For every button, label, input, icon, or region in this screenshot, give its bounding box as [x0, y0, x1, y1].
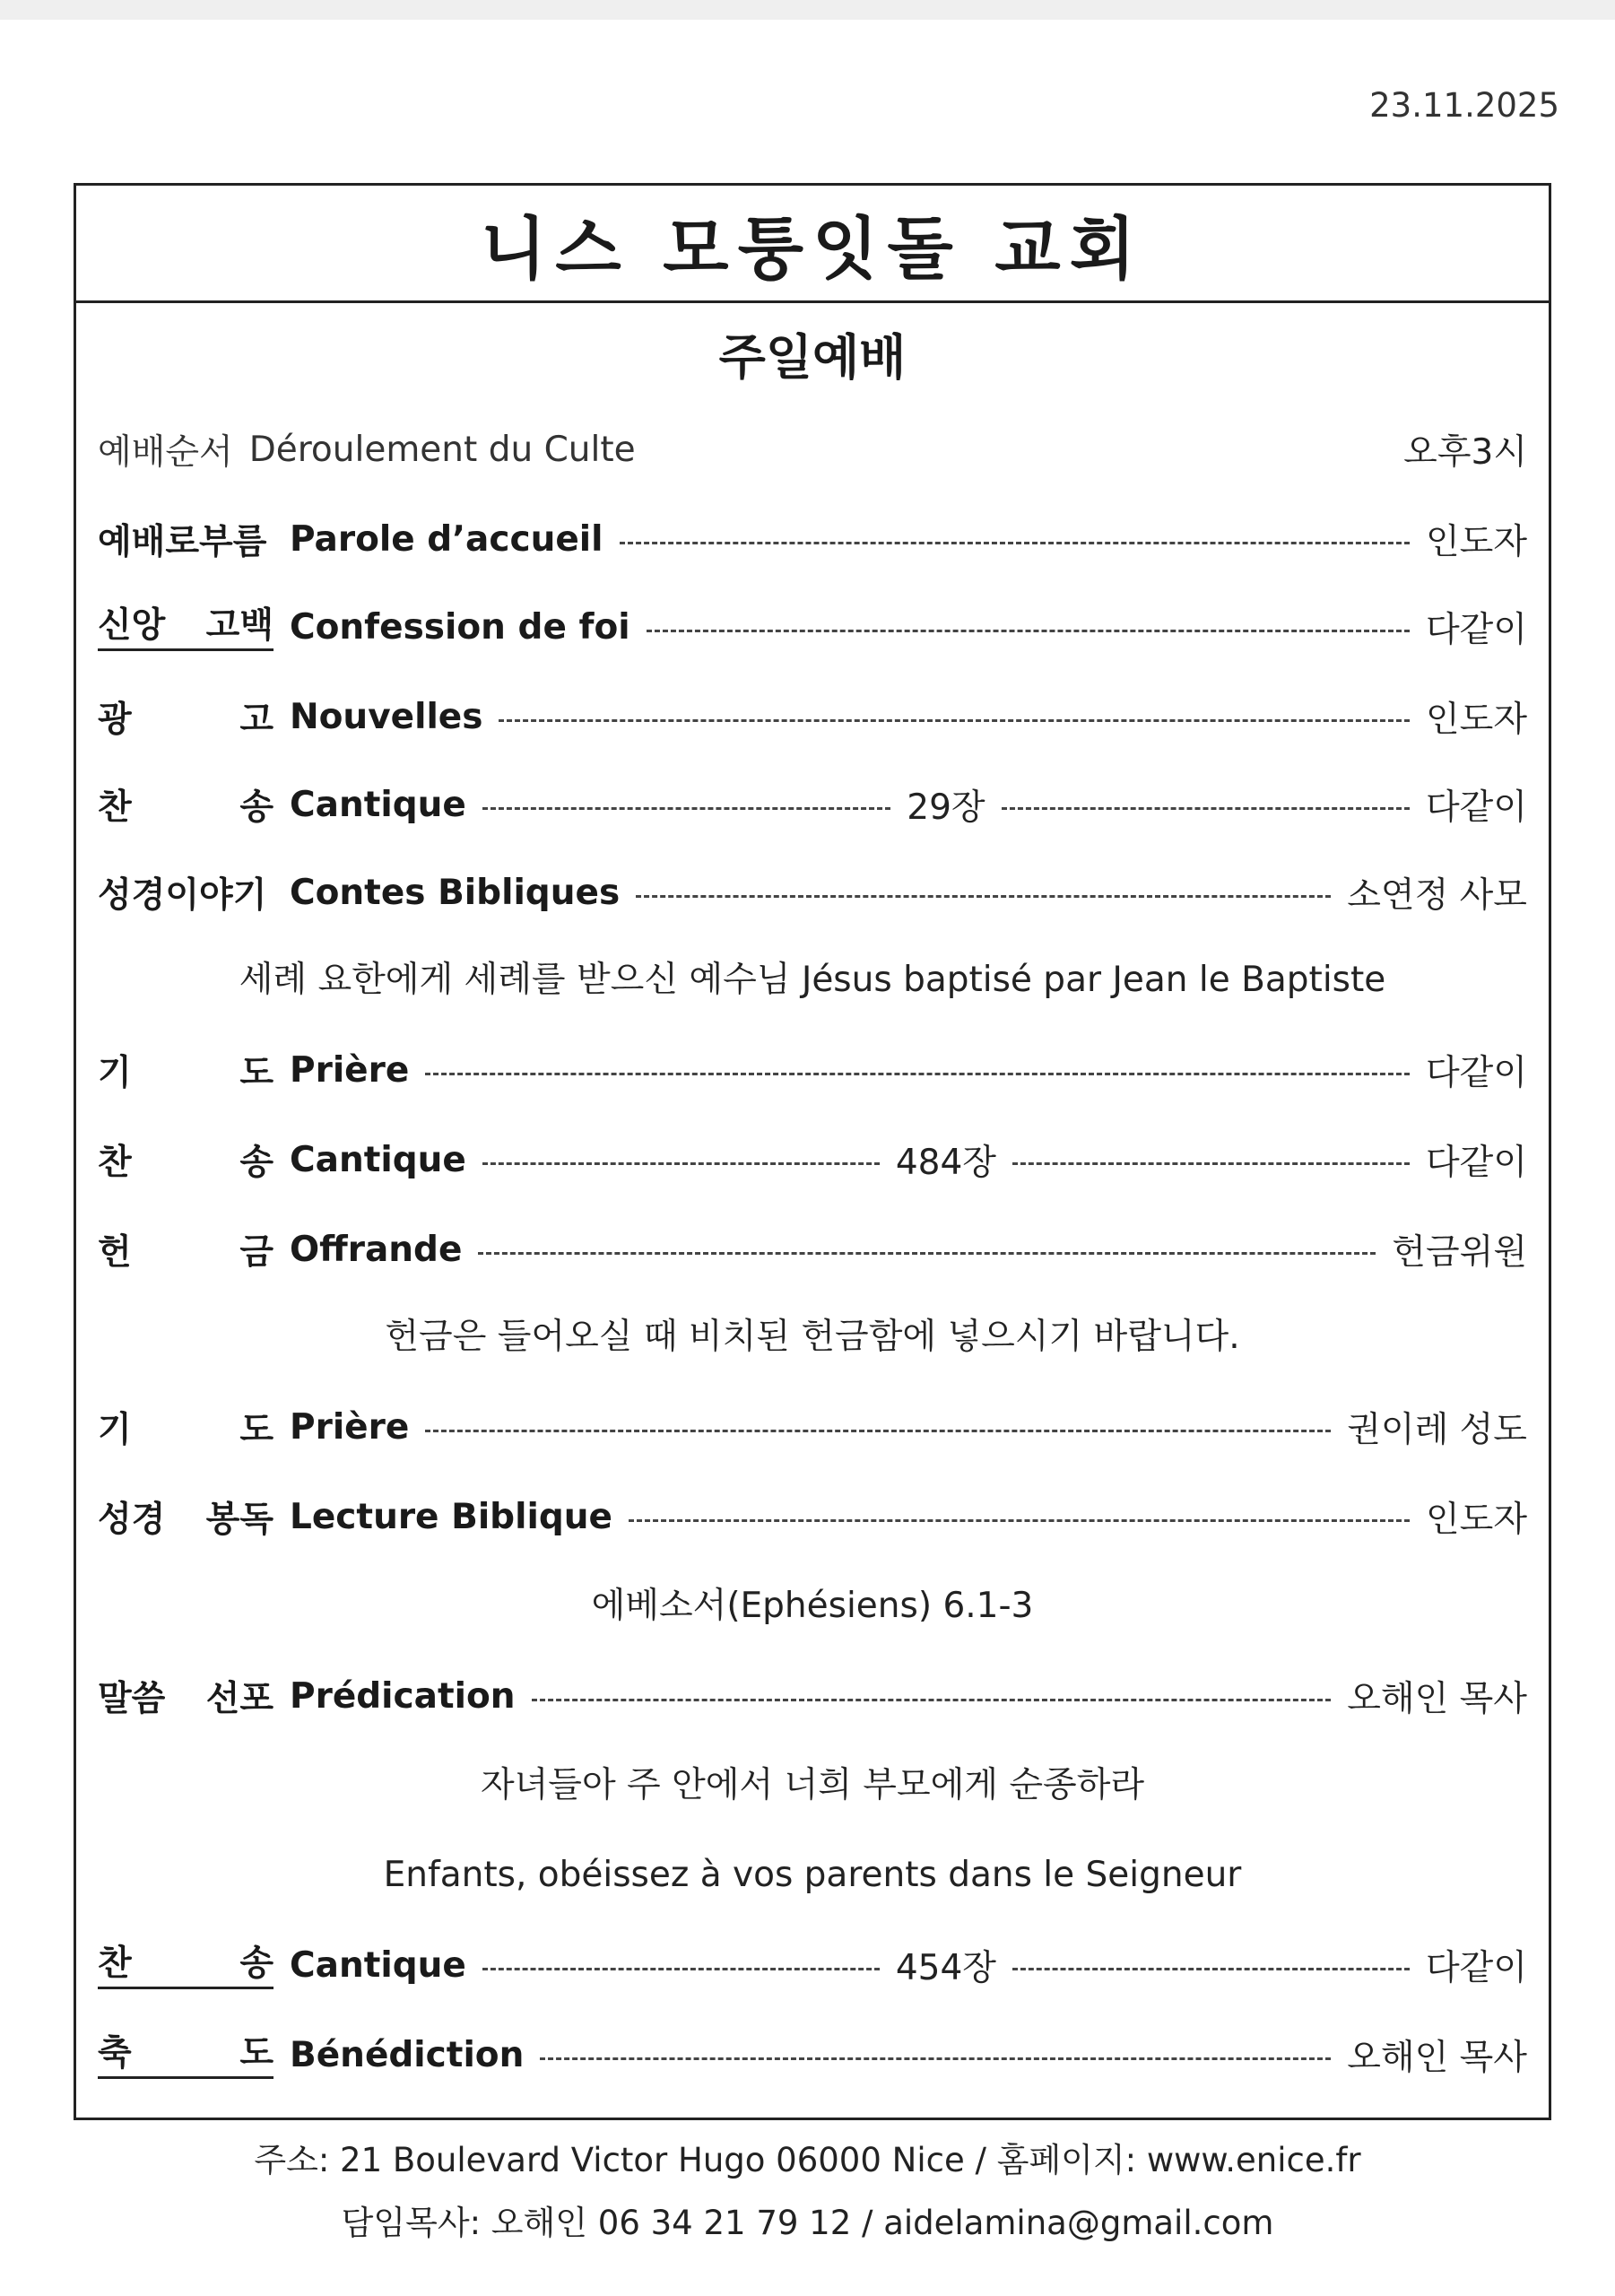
- scripture-reference: 에베소서(Ephésiens) 6.1-3: [591, 1586, 1034, 1626]
- item-fr: Confession de foi: [290, 606, 630, 648]
- list-item: [98, 1938, 1527, 1992]
- item-fr: Prière: [290, 1406, 410, 1448]
- list-item: [98, 1133, 1527, 1187]
- item-fr: Cantique: [290, 784, 466, 825]
- item-leader: 인도자: [1425, 522, 1527, 562]
- story-title: 세례 요한에게 세례를 받으신 예수님 Jésus baptisé par Jean le Baptiste: [239, 960, 1386, 1000]
- item-fr: Parole d’accueil: [290, 518, 603, 560]
- item-fr: Lecture Biblique: [290, 1496, 612, 1537]
- item-leader: 다같이: [1425, 787, 1528, 828]
- item-ko: 말씀 선포: [98, 1679, 274, 1719]
- item-ko: 축 도: [98, 2031, 274, 2079]
- hymn-number: 29장: [907, 787, 985, 828]
- title-box: [76, 186, 1549, 303]
- dotted-leader: [425, 1430, 1331, 1432]
- item-ko: 성경 봉독: [98, 1500, 274, 1540]
- order-header-fr: Déroulement du Culte: [248, 429, 636, 470]
- item-fr: Contes Bibliques: [290, 872, 621, 913]
- dotted-leader: [629, 1519, 1410, 1522]
- item-leader: 인도자: [1425, 700, 1527, 740]
- item-leader: 오해인 목사: [1347, 1679, 1527, 1719]
- bulletin-frame: [74, 183, 1551, 2120]
- footer-address: 주소: 21 Boulevard Victor Hugo 06000 Nice / 홈페이지: www.enice.fr: [254, 2141, 1361, 2179]
- item-leader: 헌금위원: [1392, 1232, 1527, 1273]
- list-item: [98, 1490, 1527, 1544]
- item-ko: 예배로부름: [98, 522, 267, 562]
- list-item: [98, 1400, 1527, 1454]
- item-leader: 다같이: [1425, 1053, 1527, 1093]
- list-item: [98, 2028, 1527, 2082]
- dotted-leader: [499, 719, 1409, 722]
- sermon-title-fr: Enfants, obéissez à vos parents dans le Seigneur: [383, 1855, 1242, 1895]
- order-header-ko: 예배순서: [98, 432, 233, 473]
- item-fr: Cantique: [290, 1139, 466, 1180]
- item-ko: 기 도: [98, 1053, 274, 1093]
- item-leader: 다같이: [1425, 610, 1527, 650]
- list-item: [98, 600, 1527, 654]
- top-bar: [0, 0, 1615, 20]
- item-leader: 오해인 목사: [1347, 2038, 1527, 2078]
- list-item: [98, 1043, 1527, 1097]
- dotted-leader: [1012, 1162, 1410, 1165]
- item-ko: 신앙 고백: [98, 604, 274, 651]
- item-fr: Prière: [290, 1049, 410, 1091]
- church-name: 니스 모퉁잇돌 교회: [480, 208, 1145, 289]
- dotted-leader: [482, 1162, 880, 1165]
- hymn-number: 454장: [895, 1948, 996, 1988]
- item-ko: 광 고: [98, 700, 274, 740]
- item-ko: 헌 금: [98, 1232, 274, 1273]
- service-title: 주일예배: [718, 329, 907, 386]
- dotted-leader: [540, 2057, 1331, 2060]
- list-item: [98, 778, 1527, 831]
- dotted-leader: [482, 1968, 880, 1970]
- dotted-leader: [647, 630, 1410, 632]
- list-item: [98, 1669, 1527, 1723]
- item-fr: Nouvelles: [290, 696, 483, 737]
- hymn-number: 484장: [895, 1143, 996, 1183]
- dotted-leader: [636, 895, 1331, 898]
- list-item: [98, 690, 1527, 744]
- item-leader: 권이레 성도: [1347, 1410, 1527, 1450]
- item-leader: 다같이: [1425, 1948, 1528, 1988]
- list-item: [98, 865, 1527, 919]
- item-ko: 찬 송: [98, 1942, 274, 1989]
- item-fr: Offrande: [290, 1229, 463, 1270]
- dotted-leader: [425, 1073, 1410, 1075]
- list-item: [98, 512, 1527, 566]
- dotted-leader: [482, 807, 890, 810]
- dotted-leader: [478, 1252, 1376, 1255]
- item-fr: Bénédiction: [290, 2034, 525, 2075]
- dotted-leader: [620, 542, 1410, 544]
- dotted-leader: [532, 1699, 1332, 1701]
- item-ko: 찬 송: [98, 787, 274, 828]
- list-item: [98, 1222, 1527, 1276]
- item-leader: 소연정 사모: [1347, 875, 1527, 916]
- item-leader: 다같이: [1425, 1143, 1528, 1183]
- item-ko: 기 도: [98, 1410, 274, 1450]
- order-header: [98, 422, 1527, 476]
- offering-note: 헌금은 들어오실 때 비치된 헌금함에 넣으시기 바랍니다.: [385, 1317, 1240, 1357]
- service-time: 오후3시: [1403, 432, 1527, 473]
- bulletin-date: 23.11.2025: [1369, 86, 1559, 125]
- item-fr: Prédication: [290, 1675, 516, 1717]
- item-ko: 성경이야기: [98, 875, 267, 916]
- item-ko: 찬 송: [98, 1143, 274, 1183]
- item-fr: Cantique: [290, 1944, 466, 1986]
- sermon-title-ko: 자녀들아 주 안에서 너희 부모에게 순종하라: [480, 1765, 1145, 1805]
- item-leader: 인도자: [1425, 1500, 1527, 1540]
- dotted-leader: [1012, 1968, 1410, 1970]
- dotted-leader: [1002, 807, 1410, 810]
- footer-pastor: 담임목사: 오해인 06 34 21 79 12 / aidelamina@gmail.com: [341, 2204, 1274, 2242]
